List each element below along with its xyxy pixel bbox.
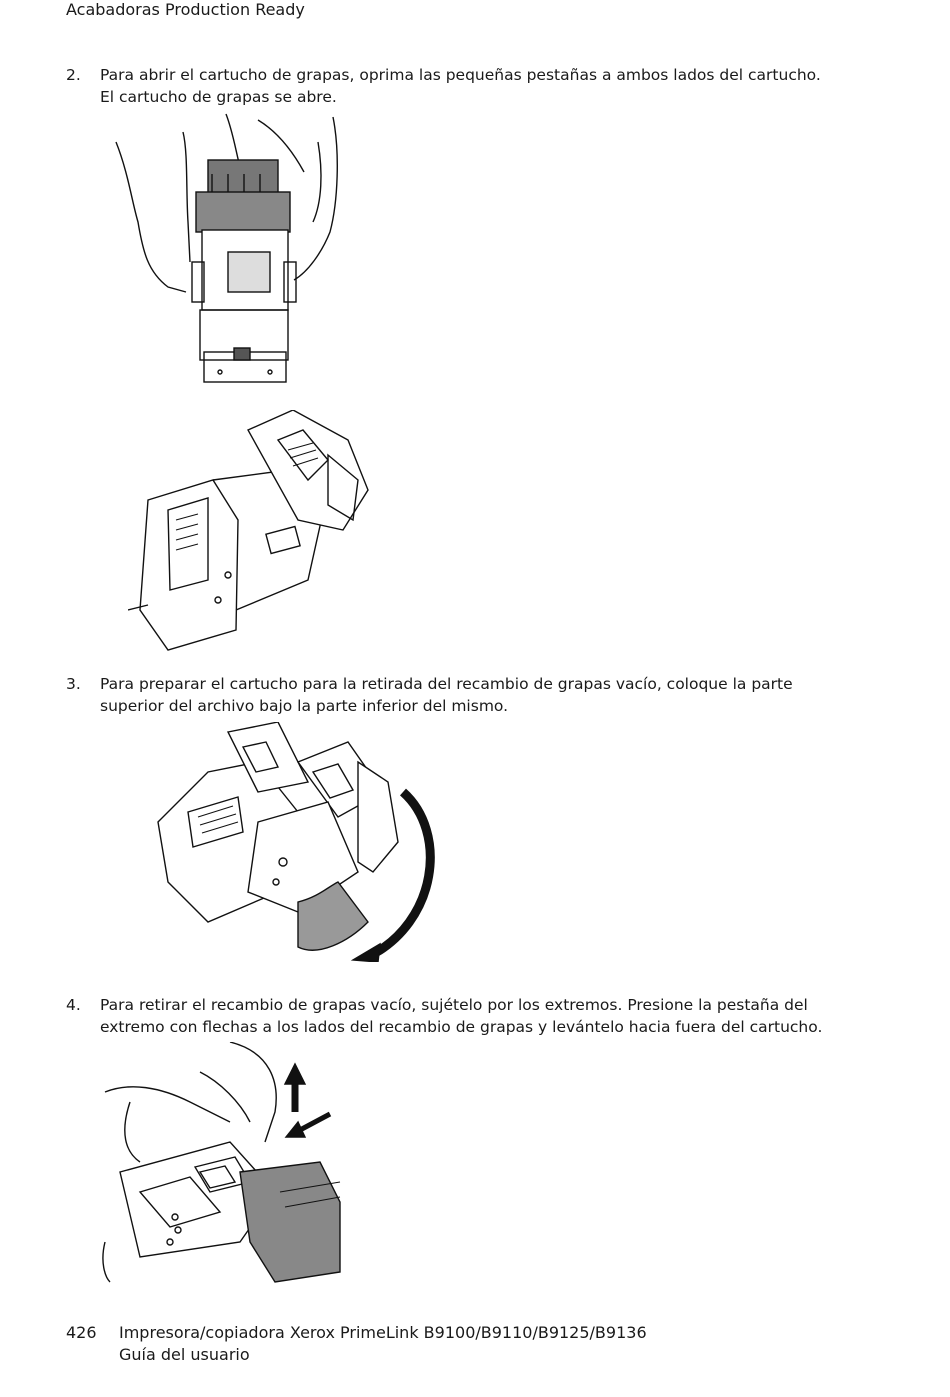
step-number: 2. [66,66,81,84]
page-number: 426 [66,1323,97,1342]
staple-cartridge-rotate-illustration [148,722,448,962]
step-text-line: El cartucho de grapas se abre. [100,88,337,106]
step-text-line: Para retirar el recambio de grapas vacío, sujételo por los extremos. Presione la pestaña del [100,996,808,1014]
step-text-line: extremo con flechas a los lados del recambio de grapas y levántelo hacia fuera del cartucho. [100,1018,823,1036]
step-number: 4. [66,996,81,1014]
running-header: Acabadoras Production Ready [66,0,305,19]
guide-title: Guía del usuario [119,1345,250,1364]
step-text-line: superior del archivo bajo la parte inferior del mismo. [100,697,509,715]
product-name: Impresora/copiadora Xerox PrimeLink B9100/B9110/B9125/B9136 [119,1323,647,1342]
step-text [100,673,890,717]
staple-cartridge-hands-illustration [108,112,348,392]
step-text-line: Para preparar el cartucho para la retirada del recambio de grapas vacío, coloque la parte [100,675,793,693]
step-number: 3. [66,675,81,693]
staple-cartridge-open-illustration [128,410,378,655]
step-text-line: Para abrir el cartucho de grapas, oprima las pequeñas pestañas a ambos lados del cartucho. [100,66,821,84]
step-text [100,994,890,1038]
step-text [100,64,890,108]
staple-refill-removal-illustration [100,1042,345,1287]
